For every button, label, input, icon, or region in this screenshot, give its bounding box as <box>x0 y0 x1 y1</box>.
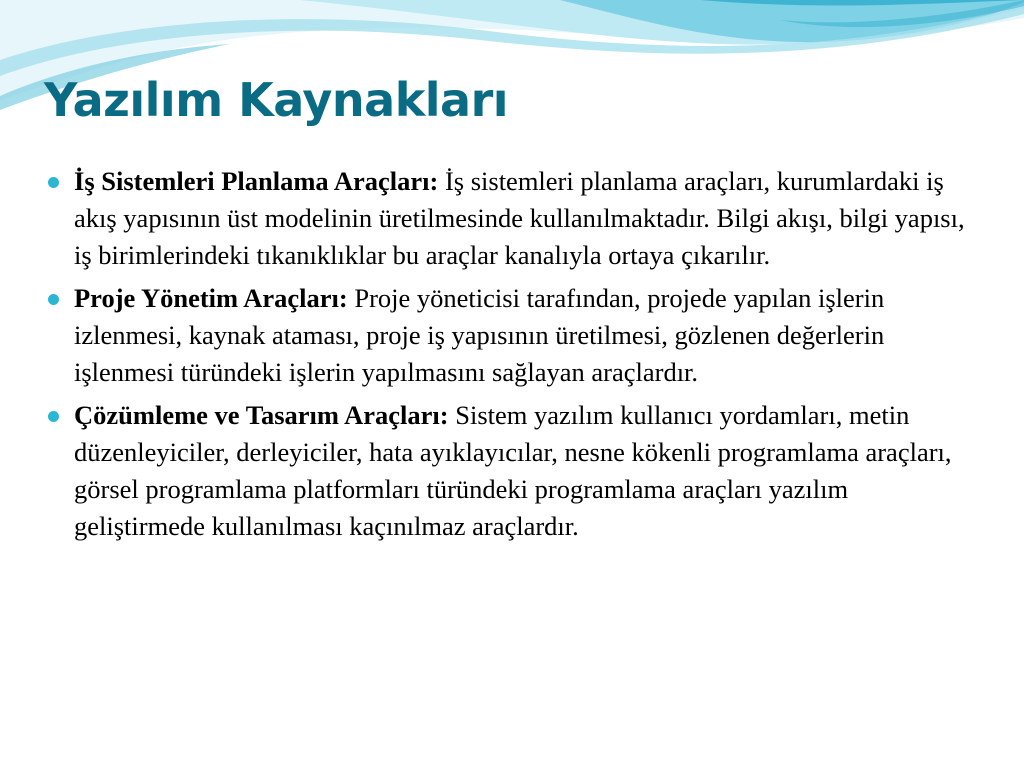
bullet-text: Proje yöneticisi tarafından, projede yapılan işlerin izlenmesi, kaynak ataması, proje iş yapısının üretilmesi, gözlenen değerlerin işlenmesi türündeki işlerin yapılmasını sağlayan araçlardır. <box>74 283 885 387</box>
bullet-list <box>48 163 978 551</box>
bullet-term: Proje Yönetim Araçları: <box>74 283 348 313</box>
bullet-text: Sistem yazılım kullanıcı yordamları, metin düzenleyiciler, derleyiciler, hata ayıklayıcılar, nesne kökenli programlama araçları, görsel programlama platformları türündeki programlama araçları yazılım geliştirmede kullanılması kaçınılmaz araçlardır. <box>74 400 952 541</box>
bullet-dot-icon <box>48 411 59 422</box>
bullet-item <box>48 163 978 274</box>
bullet-term: Çözümleme ve Tasarım Araçları: <box>74 400 449 430</box>
bullet-dot-icon <box>48 177 59 188</box>
bullet-item <box>48 280 978 391</box>
bullet-text: İş sistemleri planlama araçları, kurumlardaki iş akış yapısının üst modelinin üretilmesinde kullanılmaktadır. Bilgi akışı, bilgi yapısı, iş birimlerindeki tıkanıklıklar bu araçlar kanalıyla ortaya çıkarılır. <box>74 166 965 270</box>
slide-title: Yazılım Kaynakları <box>44 73 509 127</box>
bullet-item <box>48 397 978 545</box>
bullet-dot-icon <box>48 294 59 305</box>
bullet-term: İş Sistemleri Planlama Araçları: <box>74 166 439 196</box>
